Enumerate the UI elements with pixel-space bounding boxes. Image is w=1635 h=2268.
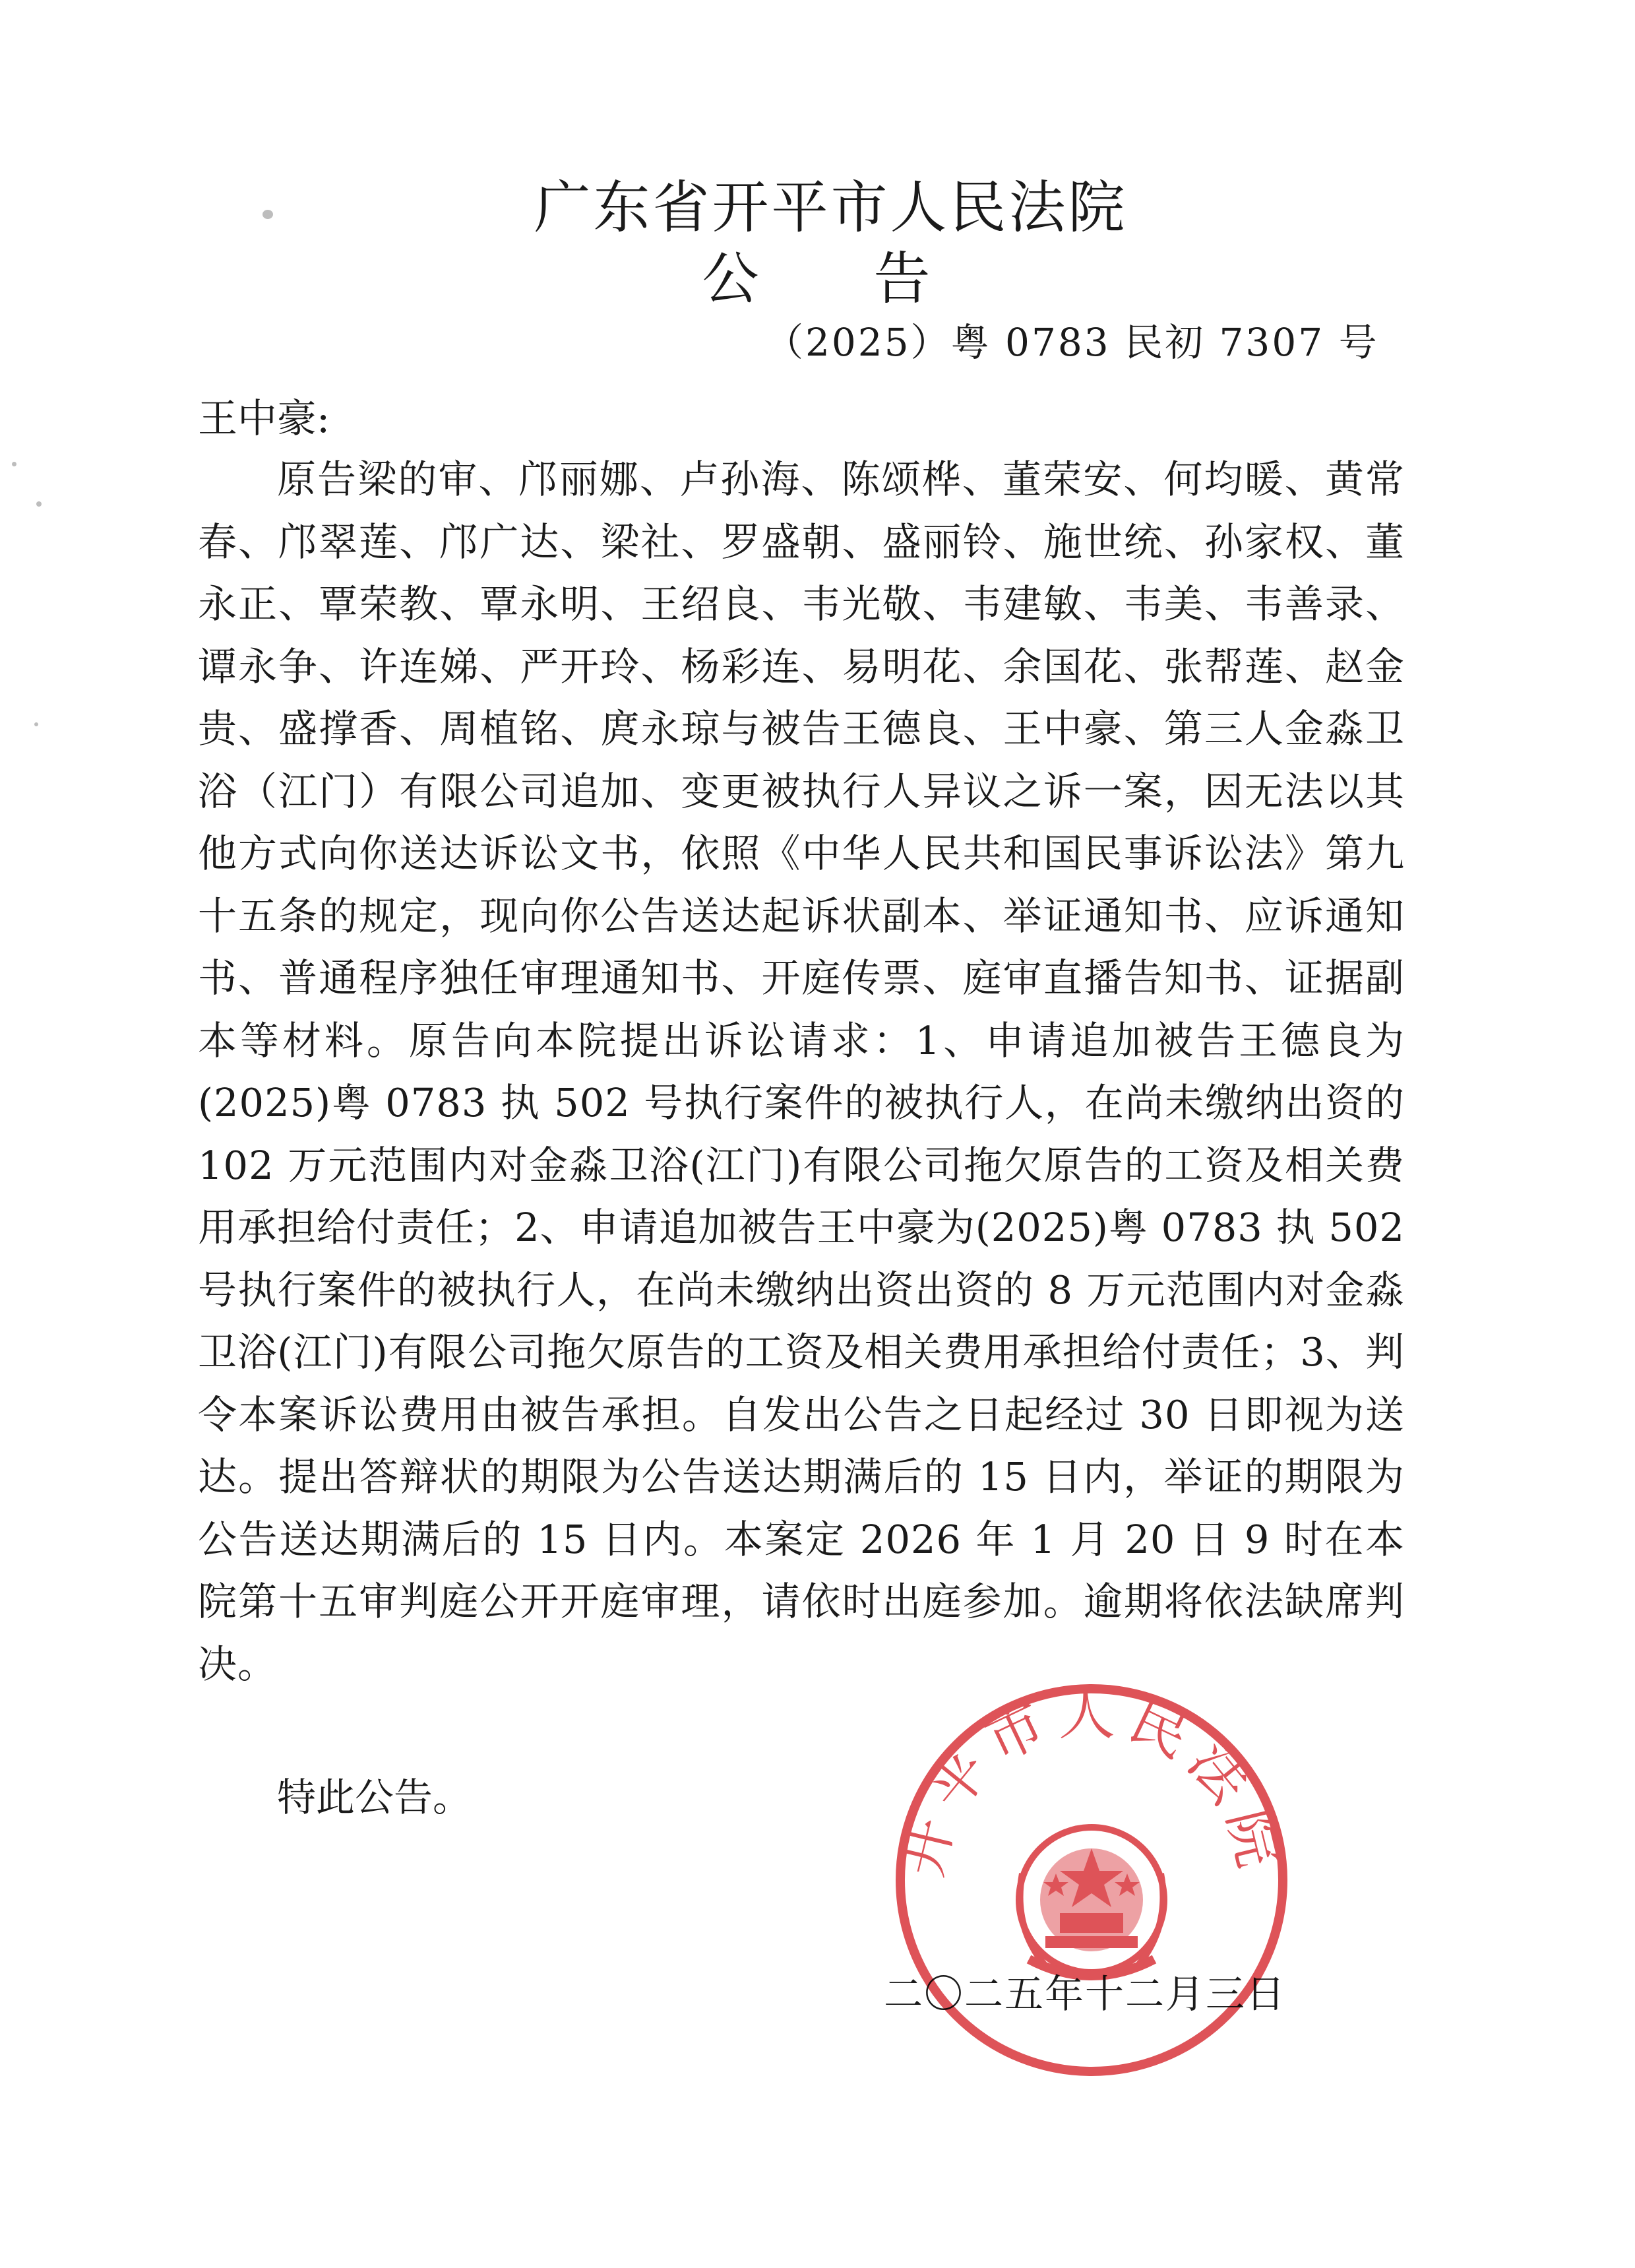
notice-heading-part2: 告 <box>873 246 933 312</box>
closing-statement: 特此公告。 <box>277 1775 472 1820</box>
national-emblem-icon <box>1019 1827 1164 1976</box>
seal-text: 开平市人民法院 <box>888 1681 1295 1883</box>
case-number: （2025）粤 0783 民初 7307 号 <box>765 320 1379 365</box>
addressee: 王中豪: <box>198 396 330 442</box>
scan-speck <box>34 722 38 726</box>
notice-heading <box>0 246 1635 312</box>
notice-heading-part1: 公 <box>702 246 762 312</box>
notice-body: 原告梁的审、邝丽娜、卢孙海、陈颂桦、董荣安、何均暖、黄常春、邝翠莲、邝广达、梁社、罗盛朝、盛丽铃、施世统、孙家权、董永正、覃荣教、覃永明、王绍良、韦光敬、韦建敏、韦美、韦善录、谭永争、许连娣、严开玲、杨彩连、易明花、余国花、张帮莲、赵金贵、盛撑香、周植铭、庹永琼与被告王德良、王中豪、第三人金淼卫浴（江门）有限公司追加、变更被执行人异议之诉一案，因无法以其他方式向你送达诉讼文书，依照《中华人民共和国民事诉讼法》第九十五条的规定，现向你公告送达起诉状副本、举证通知书、应诉通知书、普通程序独任审理通知书、开庭传票、庭审直播告知书、证据副本等材料。原告向本院提出诉讼请求：1、申请追加被告王德良为(2025)粤 0783 执 502 号执行案件的被执行人，在尚未缴纳出资的 102 万元范围内对金淼卫浴(江门)有限公司拖欠原告的工资及相关费用承担给付责任；2、申请追加被告王中豪为(2025)粤 0783 执 502 号执行案件的被执行人，在尚未缴纳出资出资的 8 万元范围内对金淼卫浴(江门)有限公司拖欠原告的工资及相关费用承担给付责任；3、判令本案诉讼费用由被告承担。自发出公告之日起经过 30 日即视为送达。提出答辩状的期限为公告送达期满后的 15 日内，举证的期限为公告送达期满后的 15 日内。本案定 2026 年 1 月 20 日 9 时在本院第十五审判庭公开开庭审理，请依时出庭参加。逾期将依法缺席判决。 <box>198 457 1405 1687</box>
scan-speck <box>12 462 16 466</box>
scan-speck <box>36 501 42 507</box>
court-seal <box>887 1676 1296 2085</box>
issue-date: 二〇二五年十二月三日 <box>884 1971 1287 2017</box>
court-name-title: 广东省开平市人民法院 <box>534 175 1128 241</box>
scan-speck <box>262 210 273 219</box>
